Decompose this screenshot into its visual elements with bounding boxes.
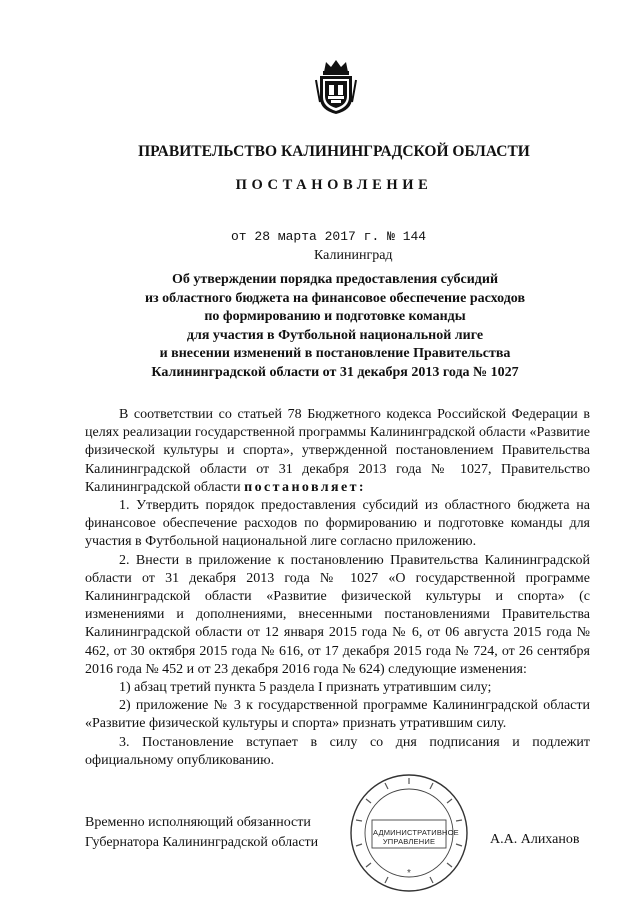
government-title: ПРАВИТЕЛЬСТВО КАЛИНИНГРАДСКОЙ ОБЛАСТИ [138,143,530,160]
heading-line: из областного бюджета на финансовое обеспечение расходов [144,290,526,306]
seal-inner-text [373,828,459,846]
svg-text:*: * [407,868,411,879]
document-body [85,406,590,770]
item-2-1: 1) абзац третий пункта 5 раздела I признать утратившим силу; [119,680,492,696]
intro-text: В соответствии со статьей 78 Бюджетного кодекса Российской Федерации в целях реализации государственной программы Калининградской области «Развитие физической культуры и спорта», утвержденной постановлением Правительства Калининградской области от 31 декабря 2013 года № 1027, Правительство Калининградской области [85,407,590,495]
number-prefix: № [387,229,395,244]
date-prefix: от [231,229,247,244]
signatory-position [85,813,318,853]
document-date: 28 марта 2017 г. [254,229,380,244]
item-3: 3. Постановление вступает в силу со дня подписания и подлежит официальному опубликованию. [85,734,590,768]
intro-paragraph [85,406,590,497]
city: Калининград [314,248,393,263]
date-number-line [231,229,426,244]
heading-line: и внесении изменений в постановление Правительства [159,346,511,362]
position-line-2: Губернатора Калининградской области [85,835,319,850]
heading-line: по формированию и подготовке команды [204,309,466,325]
signatory-name: А.А. Алиханов [490,832,580,847]
item-1: 1. Утвердить порядок предоставления субсидий из областного бюджета на финансовое обеспечение расходов по формированию и подготовке команды для участия в Футбольной национальной лиге согласно приложению. [85,498,590,550]
seal-line-2: УПРАВЛЕНИЕ [382,837,436,846]
item-2-2: 2) приложение № 3 к государственной программе Калининградской области «Развитие физической культуры и спорта» признать утратившим силу. [85,698,590,732]
document-type: ПОСТАНОВЛЕНИЕ [235,177,433,193]
heading-line: для участия в Футбольной национальной лиге [186,327,484,343]
heading-line: Калининградской области от 31 декабря 2013 года № 1027 [151,364,519,380]
document-heading [90,271,580,383]
heading-line: Об утверждении порядка предоставления субсидий [171,272,499,287]
position-line-1: Временно исполняющий обязанности [85,815,311,830]
resolves-word: постановляет: [244,479,366,495]
document-number: 144 [402,229,427,244]
seal-line-1: АДМИНИСТРАТИВНОЕ [373,828,459,837]
item-2: 2. Внести в приложение к постановлению Правительства Калининградской области от 31 декабря 2013 года № 1027 «О государственной программе Калининградской области «Развитие физической культуры и спорта» (с изменениями и дополнениями, внесенными постановлениями Правительства Калининградской области от 12 января 2015 года № 6, от 06 августа 2015 года № 462, от 30 октября 2015 года № 616, от 17 декабря 2015 года № 724, от 26 сентября 2016 года № 452 и от 23 декабря 2016 года № 624) следующие изменения: [85,552,590,677]
coat-of-arms-icon [314,58,358,116]
